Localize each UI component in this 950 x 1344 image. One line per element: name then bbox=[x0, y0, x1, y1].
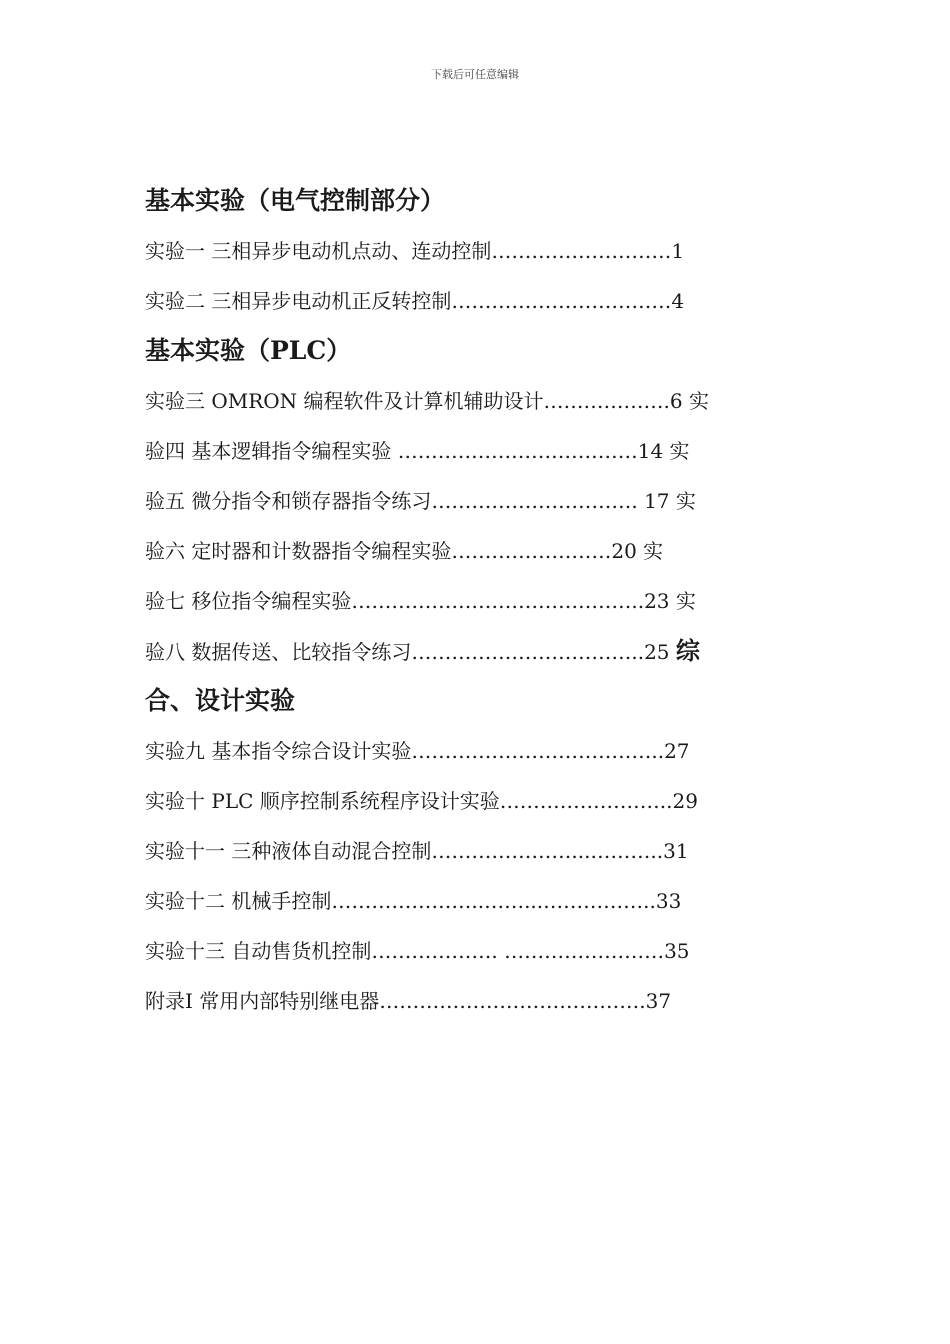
section-heading-design: 合、设计实验 bbox=[145, 686, 296, 715]
toc-entry-9: 实验九 基本指令综合设计实验………………………………..27 bbox=[145, 739, 690, 763]
header-note: 下载后可任意编辑 bbox=[431, 68, 519, 81]
toc-entry-12: 实验十二 机械手控制…………………..……...……………..33 bbox=[145, 889, 682, 913]
toc-entry-11: 实验十一 三种液体自动混合控制…………………...………..31 bbox=[145, 839, 689, 863]
toc-entry-8-tail: 综 bbox=[675, 636, 700, 665]
toc-entry-6: 验六 定时器和计数器指令编程实验……………………20 实 bbox=[145, 539, 664, 563]
toc-entry-3: 实验三 OMRON 编程软件及计算机辅助设计……………….6 实 bbox=[145, 389, 709, 413]
toc-entry-7: 验七 移位指令编程实验……………………………………..23 实 bbox=[145, 589, 696, 613]
toc-entry-14: 附录Ⅰ 常用内部特别继电器………………………………….37 bbox=[145, 989, 672, 1013]
section-heading-electrical: 基本实验（电气控制部分） bbox=[145, 186, 446, 215]
toc-entry-8-text: 验八 数据传送、比较指令练习……………………………..25 bbox=[145, 640, 676, 664]
toc-entry-5: 验五 微分指令和锁存器指令练习…………………………. 17 实 bbox=[145, 489, 696, 513]
toc-entry-2: 实验二 三相异步电动机正反转控制……………………………4 bbox=[145, 289, 685, 313]
toc-entry-10: 实验十 PLC 顺序控制系统程序设计实验……………………..29 bbox=[145, 789, 698, 813]
toc-entry-8 bbox=[145, 626, 810, 676]
table-of-contents bbox=[145, 176, 810, 1026]
toc-entry-13: 实验十三 自动售货机控制………………. ……………………35 bbox=[145, 939, 690, 963]
toc-entry-1: 实验一 三相异步电动机点动、连动控制………………………1 bbox=[145, 239, 685, 263]
toc-entry-4: 验四 基本逻辑指令编程实验 ………………………………14 实 bbox=[145, 439, 690, 463]
section-heading-plc: 基本实验（PLC） bbox=[145, 336, 352, 365]
